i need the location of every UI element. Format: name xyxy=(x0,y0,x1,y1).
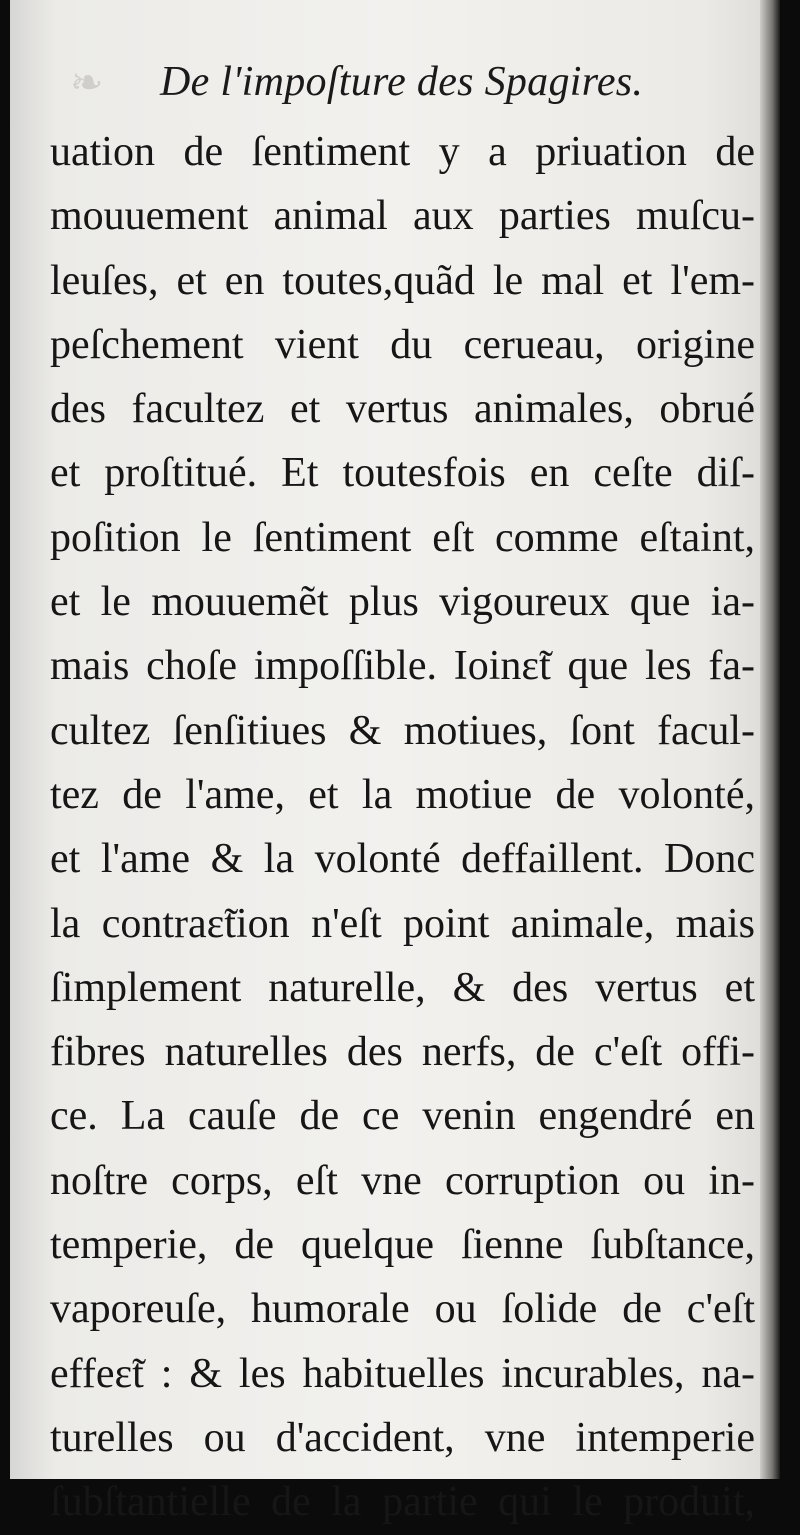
text-line: cultez ſenſitiues & motiues, ſont facul- xyxy=(50,707,755,754)
text-line: et l'ame & la volonté deffaillent. Donc xyxy=(50,836,755,883)
text-line: fibres naturelles des nerfs, de c'eſt offi- xyxy=(50,1029,755,1076)
page-gutter-shadow xyxy=(760,0,780,1479)
text-line: turelles ou d'accident, vne intemperie xyxy=(50,1414,755,1461)
body-text xyxy=(50,120,755,1535)
text-line: poſition le ſentiment eſt comme eſtaint, xyxy=(50,514,755,561)
running-head: De l'impoſture des Spagires. xyxy=(160,59,644,105)
text-line: ce. La cauſe de ce venin engendré en xyxy=(50,1093,755,1140)
text-line: vaporeuſe, humorale ou ſolide de c'eſt xyxy=(50,1286,755,1333)
text-line: tez de l'ame, et la motiue de volonté, xyxy=(50,771,755,818)
text-line: et le mouuemẽt plus vigoureux que ia- xyxy=(50,579,755,626)
text-line: et proſtitué. Et toutesfois en ceſte diſ- xyxy=(50,450,755,497)
text-line: la contraɛ̃tion n'eſt point animale, mais xyxy=(50,900,755,947)
text-line: ſimplement naturelle, & des vertus et xyxy=(50,964,755,1011)
text-line: noſtre corps, eſt vne corruption ou in- xyxy=(50,1157,755,1204)
text-line: des facultez et vertus animales, obrué xyxy=(50,386,755,433)
text-line: temperie, de quelque ſienne ſubſtance, xyxy=(50,1222,755,1269)
book-page xyxy=(10,0,780,1526)
text-line: mais choſe impoſſible. Ioinɛ̃t que les fa- xyxy=(50,643,755,690)
bleed-through-mark: ❧ xyxy=(70,60,104,106)
text-line: uation de ſentiment y a priuation de xyxy=(50,129,755,175)
text-line: peſchement vient du cerueau, origine xyxy=(50,321,755,368)
text-line: mouuement animal aux parties muſcu- xyxy=(50,193,755,240)
text-line: ſubſtantielle de la partie qui le produit, xyxy=(50,1479,755,1526)
text-line: effeɛ̃t : & les habituelles incurables, na- xyxy=(50,1350,755,1397)
text-line: leuſes, et en toutes,quãd le mal et l'em- xyxy=(50,257,755,304)
